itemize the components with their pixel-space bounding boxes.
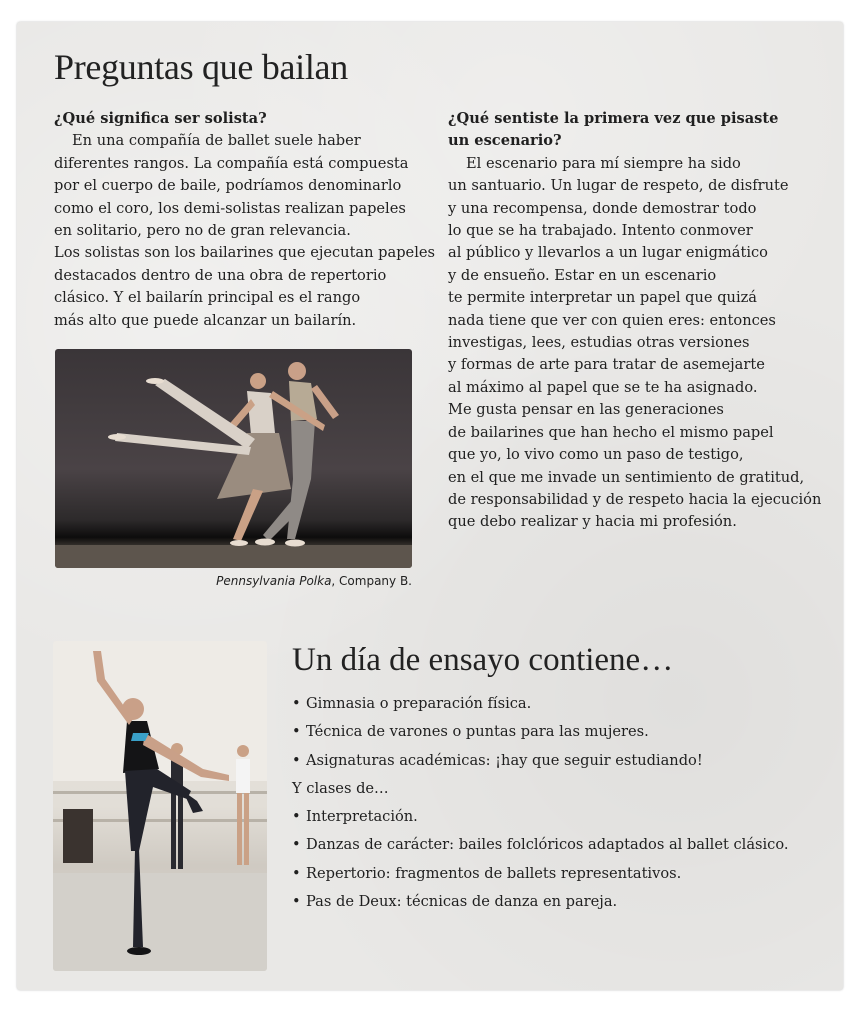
left-paragraph-line: clásico. Y el bailarín principal es el rango <box>54 289 361 307</box>
rehearsal-list <box>292 690 832 916</box>
left-question: ¿Qué significa ser solista? <box>54 110 267 127</box>
right-paragraph-line: investigas, lees, estudias otras versiones <box>448 334 750 352</box>
list-item <box>292 690 832 718</box>
page-title: Preguntas que bailan <box>54 47 348 87</box>
left-paragraph-line: Los solistas son los bailarines que ejecutan papeles <box>54 244 435 262</box>
list-item-text: Interpretación. <box>306 808 418 826</box>
left-paragraph-line: destacados dentro de una obra de repertorio <box>54 266 387 284</box>
bullet-icon: • <box>292 695 301 712</box>
left-paragraph-line: como el coro, los demi-solistas realizan papeles <box>54 199 406 217</box>
caption-company: , Company B. <box>331 574 412 588</box>
list-item-text: Repertorio: fragmentos de ballets representativos. <box>306 864 682 882</box>
right-paragraph-line: te permite interpretar un papel que quizá <box>448 289 757 307</box>
right-paragraph-line: y una recompensa, donde demostrar todo <box>448 199 757 217</box>
right-question-line: ¿Qué sentiste la primera vez que pisaste <box>448 110 779 127</box>
list-item <box>292 860 832 888</box>
list-item <box>292 803 832 831</box>
right-paragraph-line: un santuario. Un lugar de respeto, de disfrute <box>448 177 789 195</box>
bullet-icon: • <box>292 836 301 854</box>
page <box>17 22 843 990</box>
list-item <box>292 831 832 859</box>
photo-caption <box>55 574 412 588</box>
right-paragraph-line: nada tiene que ver con quien eres: entonces <box>448 311 776 329</box>
male-dancer-photo <box>53 641 267 971</box>
right-paragraph-line: Me gusta pensar en las generaciones <box>448 401 724 419</box>
right-question-line: un escenario? <box>448 132 562 150</box>
list-item <box>292 747 832 775</box>
left-column <box>54 108 435 332</box>
list-item <box>292 718 832 746</box>
right-paragraph-line: que yo, lo vivo como un paso de testigo, <box>448 446 744 464</box>
right-paragraph-line: de responsabilidad y de respeto hacia la ejecución <box>448 490 822 508</box>
list-item-text: Danzas de carácter: bailes folclóricos adaptados al ballet clásico. <box>306 836 789 854</box>
bullet-icon: • <box>292 751 301 769</box>
list-item-text: Técnica de varones o puntas para las mujeres. <box>306 723 649 741</box>
left-paragraph-line: diferentes rangos. La compañía está compuesta <box>54 154 409 172</box>
bullet-icon: • <box>292 864 301 882</box>
ballet-duet-photo <box>55 349 412 568</box>
right-paragraph-line: El escenario para mí siempre ha sido <box>466 154 741 172</box>
male-dancer-illustration <box>53 641 267 971</box>
right-paragraph-line: y de ensueño. Estar en un escenario <box>448 266 717 284</box>
left-paragraph-line: En una compañía de ballet suele haber <box>72 132 361 150</box>
right-paragraph-line: en el que me invade un sentimiento de gratitud, <box>448 468 805 486</box>
list-intro: Y clases de… <box>292 779 389 797</box>
right-paragraph-line: al máximo al papel que se te ha asignado. <box>448 378 758 396</box>
left-paragraph-line: más alto que puede alcanzar un bailarín. <box>54 311 357 329</box>
left-paragraph-line: en solitario, pero no de gran relevancia. <box>54 222 351 240</box>
right-paragraph-line: y formas de arte para tratar de asemejarte <box>448 356 765 374</box>
bullet-icon: • <box>292 723 301 741</box>
right-paragraph-line: al público y llevarlos a un lugar enigmático <box>448 244 768 262</box>
bullet-icon: • <box>292 893 301 911</box>
right-paragraph-line: que debo realizar y hacia mi profesión. <box>448 513 737 531</box>
list-item-text: Pas de Deux: técnicas de danza en pareja. <box>306 893 618 911</box>
right-paragraph-line: lo que se ha trabajado. Intento conmover <box>448 222 753 240</box>
right-column <box>448 108 828 534</box>
left-paragraph-line: por el cuerpo de baile, podríamos denominarlo <box>54 177 402 195</box>
list-item <box>292 888 832 916</box>
right-paragraph-line: de bailarines que han hecho el mismo papel <box>448 423 774 441</box>
list-item-text: Asignaturas académicas: ¡hay que seguir estudiando! <box>306 751 703 769</box>
bullet-icon: • <box>292 808 301 826</box>
list-item-text: Gimnasia o preparación física. <box>306 695 532 712</box>
right-question <box>448 108 828 153</box>
rehearsal-title: Un día de ensayo contiene… <box>292 642 674 678</box>
caption-title: Pennsylvania Polka <box>216 574 332 588</box>
ballet-duet-illustration <box>55 349 412 568</box>
